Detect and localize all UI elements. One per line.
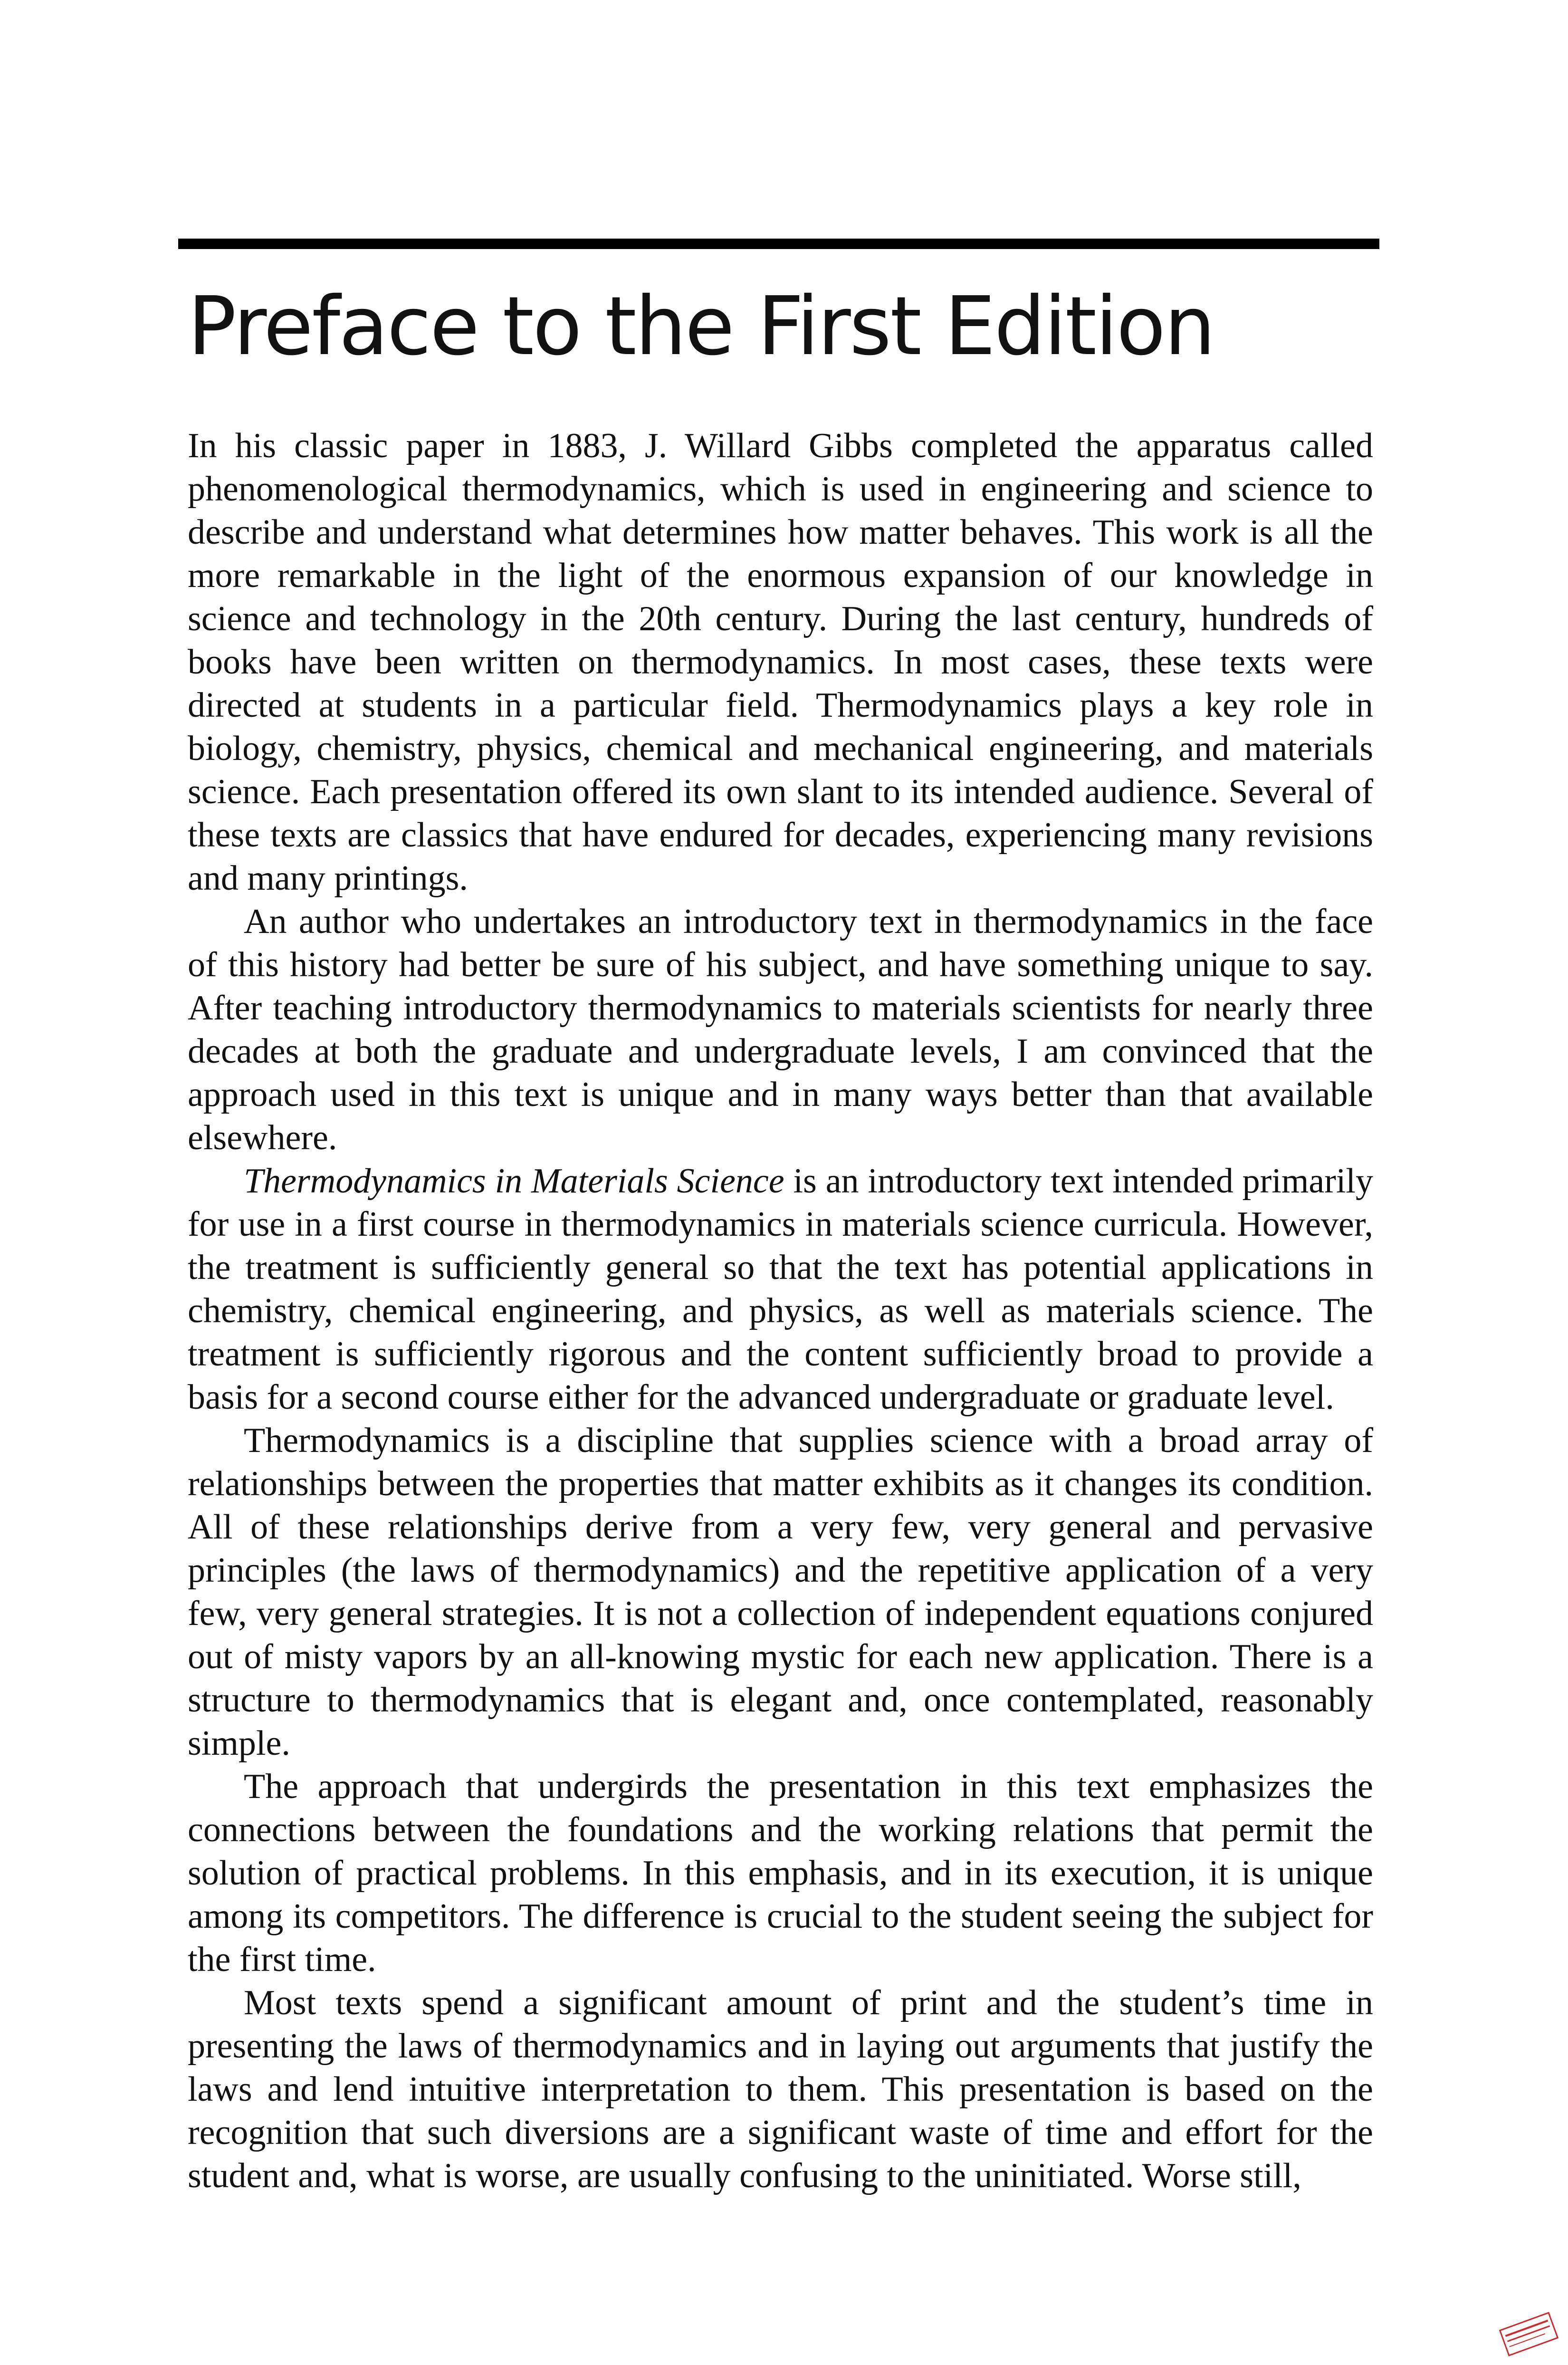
paragraph-4-text: Thermodynamics is a discipline that supplies science with a broad array of relationships between the properties that matter exhibits as it changes its condition. All of these relationships derive from a very few, very general and pervasive principles (the laws of thermodynamics) and the repetitive application of a very few, very general strategies. It is not a collection of independent equations conjured out of misty vapors by an all-knowing mystic for each new application. There is a structure to thermodynamics that is elegant and, once contemplated, reasonably simple. (188, 1421, 1373, 1763)
stamp-icon (1498, 2311, 1559, 2357)
paragraph-4 (188, 1419, 1373, 1765)
paragraph-6 (188, 1981, 1373, 2198)
paragraph-1-text: In his classic paper in 1883, J. Willard Gibbs completed the apparatus called phenomenological thermodynamics, which is used in engineering and science to describe and understand what determines how matter behaves. This work is all the more remarkable in the light of the enormous expansion of our knowledge in science and technology in the 20th century. During the last century, hundreds of books have been written on thermodynamics. In most cases, these texts were directed at students in a particular field. Thermodynamics plays a key role in biology, chemistry, physics, chemical and mechanical engineering, and materials science. Each presentation offered its own slant to its intended audience. Several of these texts are classics that have endured for decades, experiencing many revisions and many printings. (188, 426, 1373, 898)
paragraph-3 (188, 1160, 1373, 1419)
paragraph-2-text: An author who undertakes an introductory text in thermodynamics in the face of this history had better be sure of his subject, and have something unique to say. After teaching introductory thermodynamics to materials scientists for nearly three decades at both the graduate and undergraduate levels, I am convinced that the approach used in this text is unique and in many ways better than that available elsewhere. (188, 902, 1373, 1157)
paragraph-5-text: The approach that undergirds the presentation in this text emphasizes the connections between the foundations and the working relations that permit the solution of practical problems. In this emphasis, and in its execution, it is unique among its competitors. The difference is crucial to the student seeing the subject for the first time. (188, 1767, 1373, 1979)
paragraph-3-text: is an introductory text intended primarily for use in a first course in thermodynamics in materials science curricula. However, the treatment is sufficiently general so that the text has potential applications in chemistry, chemical engineering, and physics, as well as materials science. The treatment is sufficiently rigorous and the content sufficiently broad to provide a basis for a second course either for the advanced undergraduate or graduate level. (188, 1162, 1373, 1417)
paragraph-2 (188, 900, 1373, 1160)
book-title-italic: Thermodynamics in Materials Science (244, 1162, 784, 1201)
header-rule (178, 239, 1379, 249)
paragraph-6-text: Most texts spend a significant amount of print and the student’s time in presenting the laws of thermodynamics and in laying out arguments that justify the laws and lend intuitive interpretation to them. This presentation is based on the recognition that such diversions are a significant waste of time and effort for the student and, what is worse, are usually confusing to the uninitiated. Worse still, (188, 1983, 1373, 2195)
paragraph-1 (188, 424, 1373, 900)
page-title: Preface to the First Edition (188, 279, 1214, 374)
watermark-stamp (1498, 2311, 1559, 2357)
body-text (188, 424, 1373, 2198)
paragraph-5 (188, 1765, 1373, 1981)
